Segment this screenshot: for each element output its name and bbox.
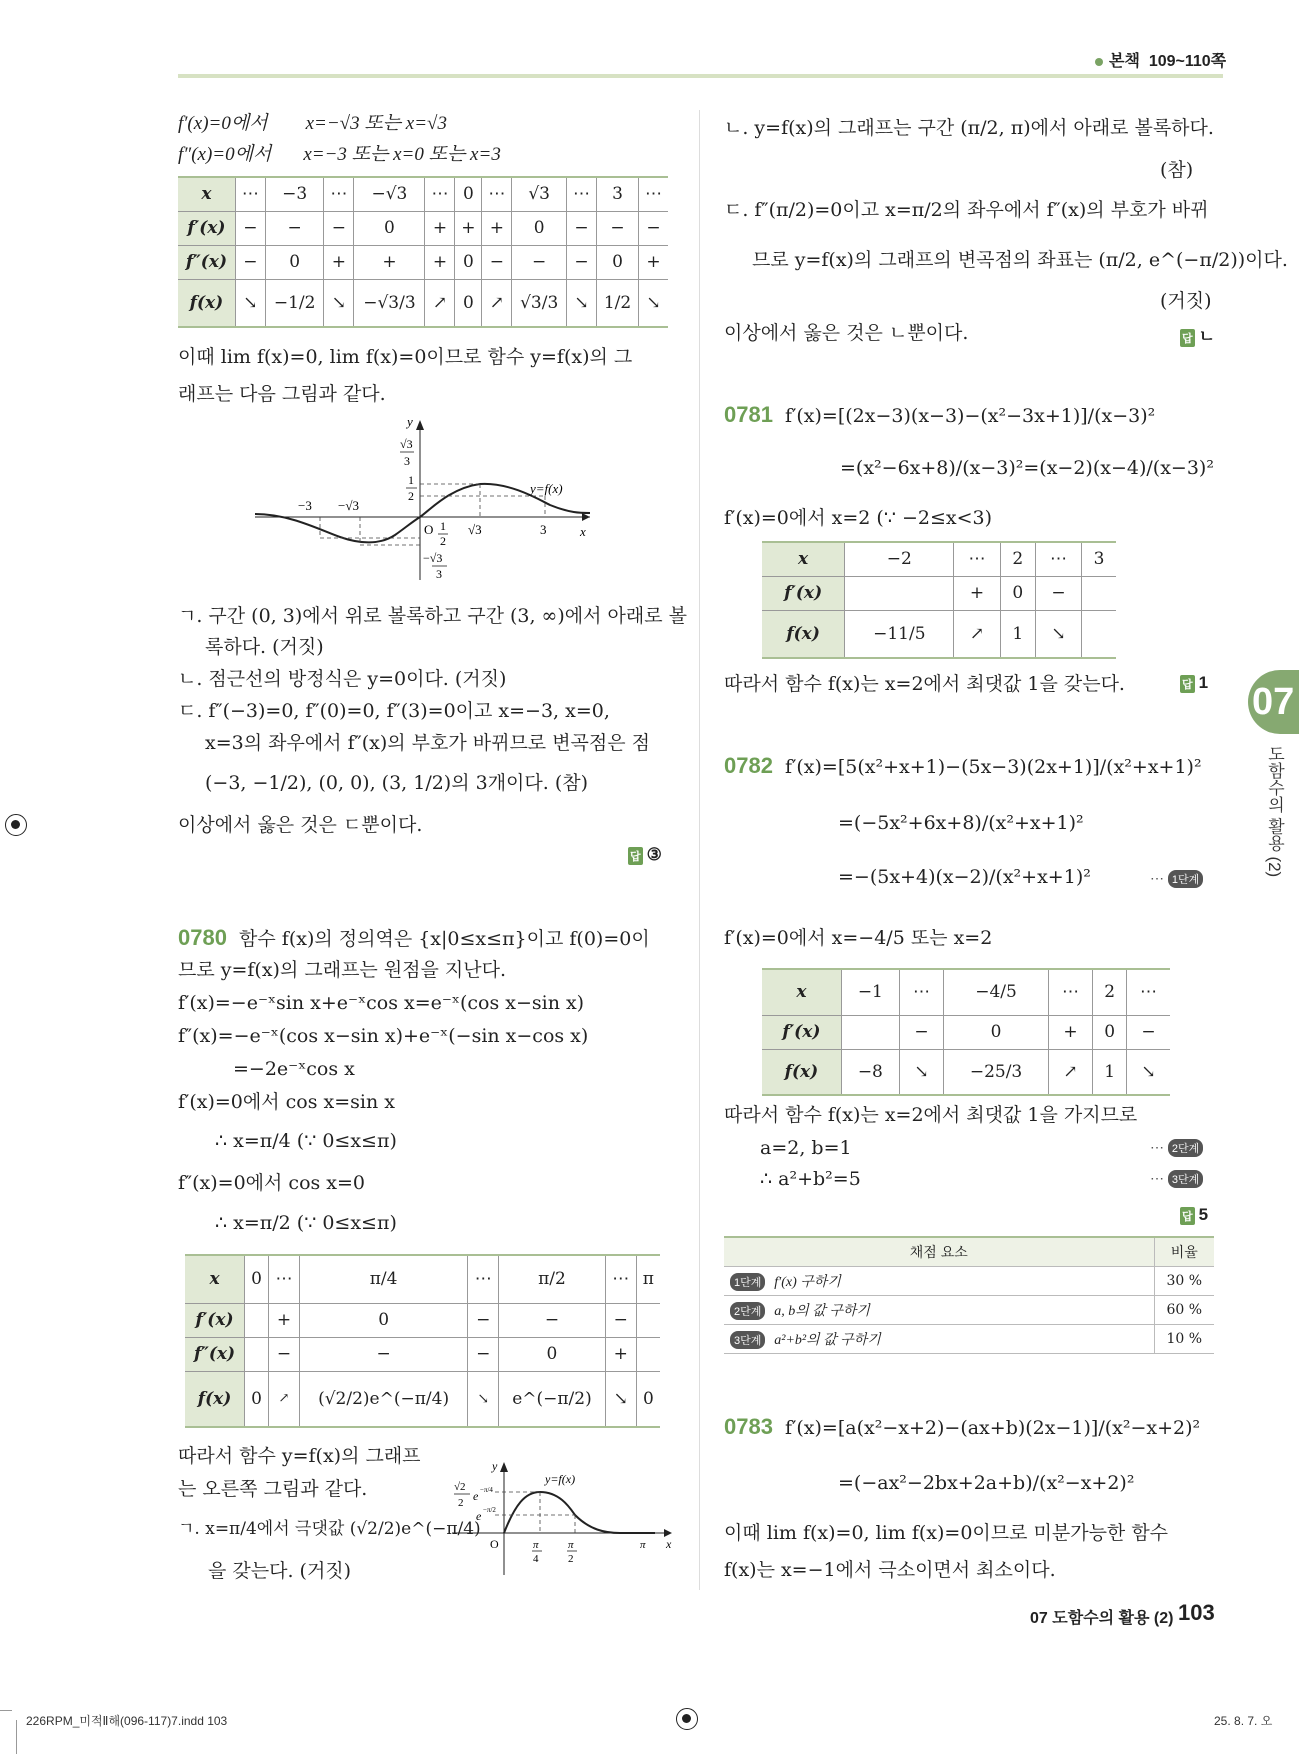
verdict: (거짓) [1160, 290, 1212, 312]
svg-text:y: y [407, 414, 413, 429]
registration-mark-icon [676, 1708, 698, 1730]
svg-text:y=f(x): y=f(x) [545, 1472, 576, 1486]
item-a-cont: 록하다. (거짓) [205, 636, 324, 658]
text-line: =(−5x²+6x+8)/(x²+x+1)² [838, 812, 1084, 834]
text-line: f′(x)=0에서 x=2 (∵ −2≤x<3) [724, 507, 993, 529]
svg-text:2: 2 [568, 1553, 574, 1565]
svg-text:x: x [580, 524, 586, 539]
item-c-cont: x=3의 좌우에서 f″(x)의 부호가 바뀌므로 변곡점은 점 [205, 732, 651, 754]
text-line: f″(x)=0에서 cos x=0 [178, 1172, 366, 1194]
text-line: =(−ax²−2bx+2a+b)/(x²−x+2)² [838, 1472, 1135, 1494]
variation-table-0779 [178, 176, 668, 328]
problem-0780-header: 0780 함수 f(x)의 정의역은 {x|0≤x≤π}이고 f(0)=0이 [178, 925, 650, 950]
footer-chapter: 07 도함수의 활용 (2) [1030, 1610, 1174, 1627]
table-row: x 0 ⋯ π/4 ⋯ π/2 ⋯ π [185, 1255, 660, 1303]
problem-number: 0782 [724, 753, 773, 778]
svg-text:e: e [473, 1489, 479, 1503]
text-line: =−(5x+4)(x−2)/(x²+x+1)² [838, 866, 1091, 888]
conclusion: 따라서 함수 f(x)는 x=2에서 최댓값 1을 갖는다. [724, 673, 1125, 695]
text-line: 므로 y=f(x)의 그래프는 원점을 지난다. [178, 959, 507, 981]
text-line: 따라서 함수 y=f(x)의 그래프 [178, 1445, 421, 1467]
step-marker: ⋯ 3단계 [1150, 1170, 1203, 1188]
text-line: 는 오른쪽 그림과 같다. [178, 1478, 368, 1500]
crop-mark [0, 1710, 12, 1711]
svg-text:−√3: −√3 [423, 551, 443, 565]
svg-text:2: 2 [440, 534, 446, 548]
table-row: 2단계 a, b의 값 구하기 60 % [724, 1295, 1214, 1324]
svg-text:π: π [533, 1539, 539, 1551]
item-a: ㄱ. x=π/4에서 극댓값 (√2/2)e^(−π/4) [178, 1519, 481, 1539]
text-line: ∴ a²+b²=5 [760, 1168, 861, 1190]
table-row: f(x) ↘ −1/2 ↘ −√3/3 ↗ 0 ↗ √3/3 ↘ 1/2 ↘ [178, 279, 668, 327]
chapter-tab: 07 [1248, 670, 1299, 734]
svg-text:−π/4: −π/4 [480, 1486, 493, 1494]
table-row: f(x) 0 ↗ (√2/2)e^(−π/4) ↘ e^(−π/2) ↘ 0 [185, 1371, 660, 1427]
table-row: x −2 ⋯ 2 ⋯ 3 [762, 542, 1116, 576]
table-row: f′(x) + 0 − [762, 576, 1116, 610]
table-row: f(x) −11/5 ↗ 1 ↘ [762, 610, 1116, 658]
header-rule [178, 74, 1223, 78]
text-line: f′(x)=−e⁻ˣsin x+e⁻ˣcos x=e⁻ˣ(cos x−sin x) [178, 992, 585, 1014]
table-row: f″(x) − 0 + + + 0 − − − 0 + [178, 245, 668, 279]
answer-0782: 답 5 [1182, 1205, 1209, 1224]
svg-text:3: 3 [404, 454, 410, 468]
page-number: 103 [1178, 1600, 1215, 1625]
text-line: f″(x)=−e⁻ˣ(cos x−sin x)+e⁻ˣ(−sin x−cos x) [178, 1025, 589, 1047]
svg-text:O: O [424, 522, 434, 537]
step-marker: ⋯ 1단계 [1150, 870, 1203, 888]
text-line: f′(x)=0에서 cos x=sin x [178, 1091, 395, 1113]
svg-text:3: 3 [436, 567, 442, 581]
table-row: f(x) −8 ↘ −25/3 ↗ 1 ↘ [762, 1049, 1170, 1095]
svg-text:y: y [492, 1459, 498, 1473]
svg-text:y=f(x): y=f(x) [530, 481, 563, 496]
table-row: x −1 ⋯ −4/5 ⋯ 2 ⋯ [762, 969, 1170, 1015]
table-row: f′(x) − 0 + 0 − [762, 1015, 1170, 1049]
item-a: ㄱ. 구간 (0, 3)에서 위로 볼록하고 구간 (3, ∞)에서 아래로 볼 [178, 605, 687, 627]
svg-text:3: 3 [540, 522, 547, 537]
slug-filename: 226RPM_미적Ⅱ해(096-117)7.indd 103 [26, 1714, 228, 1728]
svg-text:4: 4 [533, 1553, 539, 1565]
text-line: ∴ x=π/2 (∵ 0≤x≤π) [215, 1212, 397, 1234]
text-line: 따라서 함수 f(x)는 x=2에서 최댓값 1을 가지므로 [724, 1104, 1138, 1126]
table-header: 채점 요소 비율 [724, 1237, 1214, 1266]
problem-number: 0780 [178, 925, 227, 950]
answer-0781: 답 1 [1182, 673, 1209, 692]
slug-date: 25. 8. 7. 오 [1214, 1714, 1273, 1728]
item-c-cont: (−3, −1/2), (0, 0), (3, 1/2)의 3개이다. (참) [205, 772, 589, 794]
problem-0783-header: 0783 f′(x)=[a(x²−x+2)−(ax+b)(2x−1)]/(x²−x+2)² [724, 1414, 1201, 1439]
chapter-tab-title: 도함수의 활용 (2) [1265, 745, 1284, 878]
table-row: x ⋯ −3 ⋯ −√3 ⋯ 0 ⋯ √3 ⋯ 3 ⋯ [178, 177, 668, 211]
item-a-cont: 을 갖는다. (거짓) [208, 1560, 352, 1582]
text-line: 래프는 다음 그림과 같다. [178, 383, 386, 405]
table-row: f′(x) − − − 0 + + + 0 − − − [178, 211, 668, 245]
svg-text:−√3: −√3 [338, 498, 359, 513]
verdict: (참) [1160, 159, 1194, 181]
variation-table-0781 [762, 541, 1116, 659]
column-divider [699, 110, 700, 1590]
variation-table-0780 [185, 1254, 660, 1428]
table-row: f″(x) − − − 0 + [185, 1337, 660, 1371]
item-c-cont: 므로 y=f(x)의 그래프의 변곡점의 좌표는 (π/2, e^(−π/2))이다. [752, 249, 1288, 271]
conclusion: 이상에서 옳은 것은 ㄴ뿐이다. [724, 322, 969, 344]
problem-number: 0781 [724, 402, 773, 427]
text-line: =(x²−6x+8)/(x−3)²=(x−2)(x−4)/(x−3)² [840, 457, 1214, 479]
text-line: f(x)는 x=−1에서 극소이면서 최소이다. [724, 1559, 1056, 1581]
variation-table-0782 [762, 968, 1170, 1096]
item-b: ㄴ. 점근선의 방정식은 y=0이다. (거짓) [178, 668, 507, 690]
svg-text:√2: √2 [454, 1481, 466, 1493]
svg-text:2: 2 [408, 489, 414, 503]
scoring-table [724, 1236, 1214, 1354]
text-line: 이때 lim f(x)=0, lim f(x)=0이므로 함수 y=f(x)의 그 [178, 346, 633, 368]
svg-text:−π/2: −π/2 [483, 1506, 496, 1514]
item-c: ㄷ. f″(π/2)=0이고 x=π/2의 좌우에서 f″(x)의 부호가 바뀌 [724, 199, 1209, 221]
step-marker: ⋯ 2단계 [1150, 1139, 1203, 1157]
table-row: f′(x) + 0 − − − [185, 1303, 660, 1337]
text-line: ∴ x=π/4 (∵ 0≤x≤π) [215, 1130, 397, 1152]
crop-mark [16, 1720, 17, 1754]
svg-text:e: e [476, 1509, 482, 1523]
svg-text:1: 1 [440, 519, 446, 533]
problem-number: 0783 [724, 1414, 773, 1439]
svg-text:π: π [568, 1539, 574, 1551]
svg-text:O: O [490, 1537, 499, 1551]
svg-text:π: π [640, 1539, 646, 1551]
svg-text:1: 1 [408, 473, 414, 487]
svg-text:x: x [666, 1537, 672, 1551]
text-line: f″(x)=0에서 x=−3 또는 x=0 또는 x=3 [178, 144, 501, 165]
text-line: a=2, b=1 [760, 1137, 852, 1159]
text-line: f′(x)=0에서 x=−√3 또는 x=√3 [178, 113, 447, 134]
text-line: f′(x)=0에서 x=−4/5 또는 x=2 [724, 927, 993, 949]
table-row: 1단계 f′(x) 구하기 30 % [724, 1266, 1214, 1295]
svg-text:√3: √3 [400, 437, 413, 451]
svg-text:√3: √3 [468, 522, 482, 537]
graph-0779 [250, 410, 600, 585]
answer-0779: 답 ③ [630, 845, 662, 864]
svg-text:2: 2 [458, 1497, 464, 1509]
table-row: 3단계 a²+b²의 값 구하기 10 % [724, 1324, 1214, 1353]
svg-text:−3: −3 [298, 498, 312, 513]
item-c: ㄷ. f″(−3)=0, f″(0)=0, f″(3)=0이고 x=−3, x=0, [178, 700, 610, 722]
item-b: ㄴ. y=f(x)의 그래프는 구간 (π/2, π)에서 아래로 볼록하다. [724, 117, 1214, 139]
text-line: =−2e⁻ˣcos x [233, 1058, 355, 1080]
conclusion: 이상에서 옳은 것은 ㄷ뿐이다. [178, 814, 423, 836]
problem-0781-header: 0781 f′(x)=[(2x−3)(x−3)−(x²−3x+1)]/(x−3)² [724, 402, 1156, 427]
bullet-dot-icon [1095, 58, 1103, 66]
book-page-reference: 본책 109~110쪽 [1095, 48, 1226, 71]
text-line: 이때 lim f(x)=0, lim f(x)=0이므로 미분가능한 함수 [724, 1522, 1169, 1544]
problem-0782-header: 0782 f′(x)=[5(x²+x+1)−(5x−3)(2x+1)]/(x²+x+1)² [724, 753, 1202, 778]
answer-0780: 답 ㄴ [1182, 327, 1216, 346]
graph-0780 [440, 1450, 680, 1600]
registration-mark-icon [5, 814, 27, 836]
